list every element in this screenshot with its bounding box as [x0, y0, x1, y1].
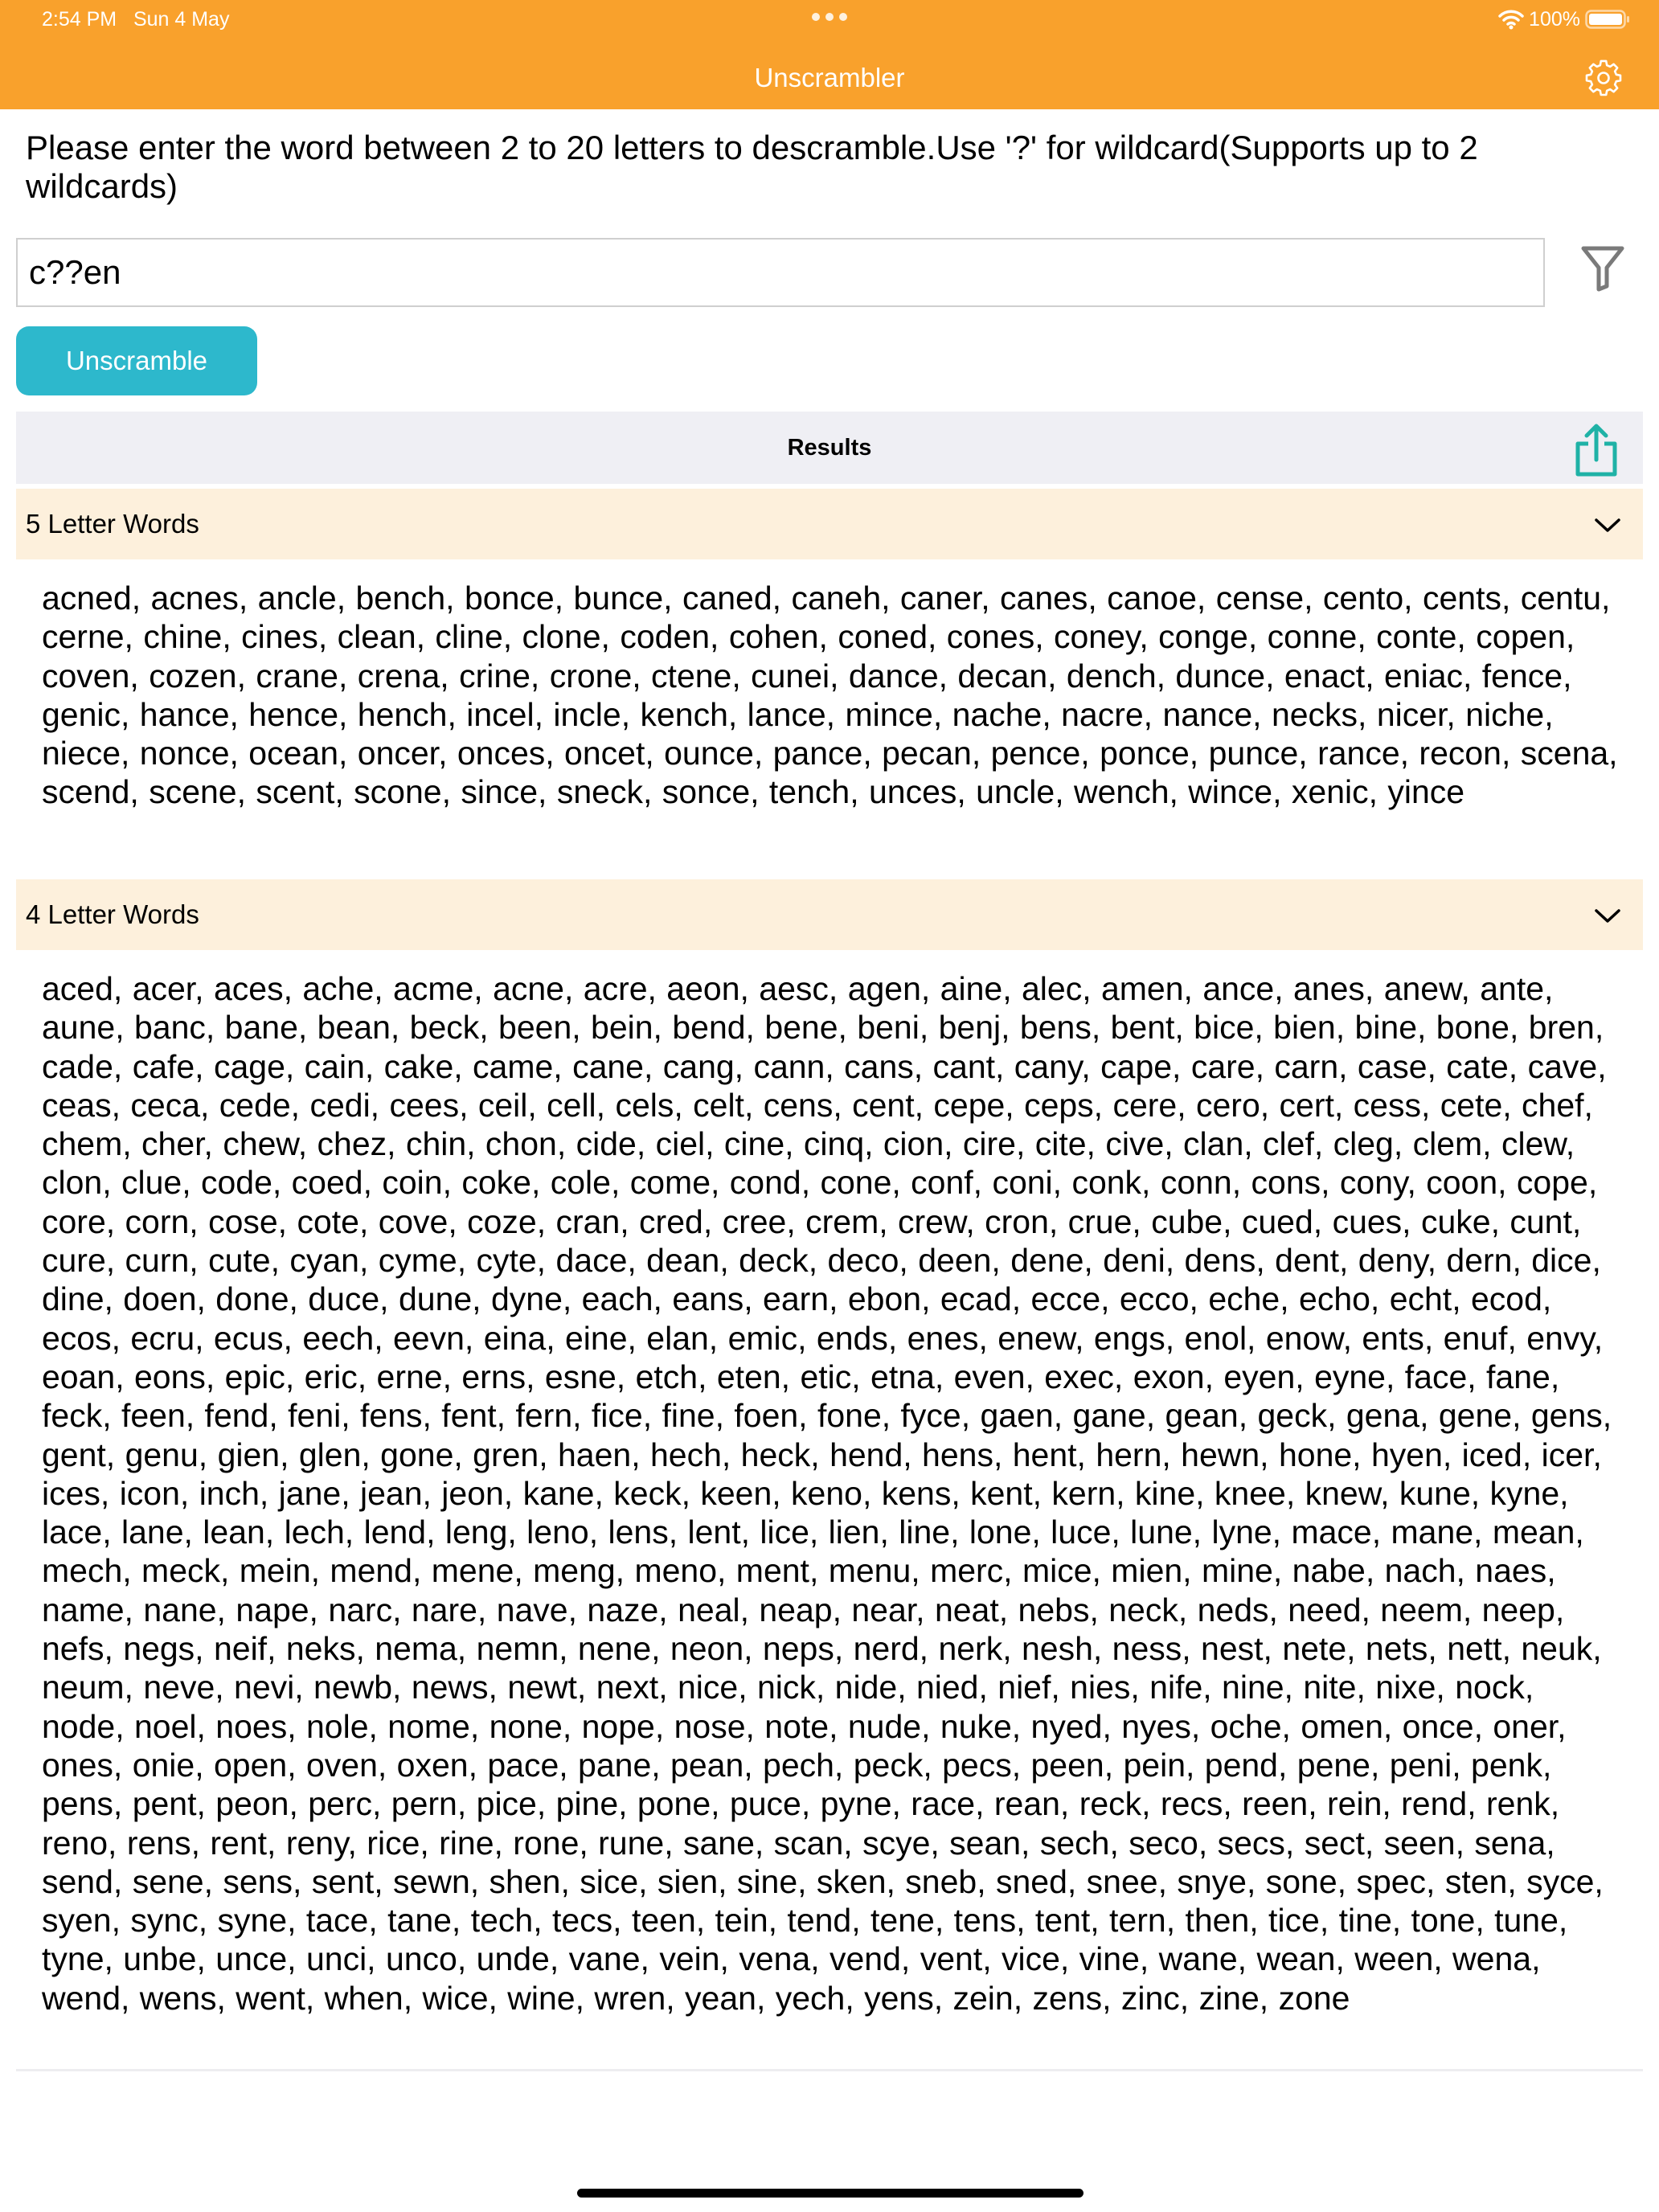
home-indicator[interactable]	[577, 2189, 1083, 2198]
chevron-down-icon[interactable]	[1593, 902, 1622, 929]
navigation-header	[0, 0, 1659, 109]
battery-icon	[1585, 9, 1630, 30]
unscramble-button[interactable]: Unscramble	[16, 326, 257, 395]
chevron-down-icon[interactable]	[1593, 511, 1622, 539]
word-input[interactable]	[16, 238, 1545, 307]
section-title: 5 Letter Words	[26, 509, 199, 539]
section-title: 4 Letter Words	[26, 899, 199, 929]
status-time-text: 2:54 PM	[42, 8, 117, 31]
results-header	[16, 412, 1643, 484]
gear-icon[interactable]	[1583, 58, 1624, 98]
word-list-5-letter: acned, acnes, ancle, bench, bonce, bunce, caned, caneh, caner, canes, canoe, cense, cento, cents, centu, cerne, chine, cines, clean, cline, clone, coden, cohen, coned, cones, coney, conge, conne, conte, copen, coven, cozen, crane, crena, crine, crone, ctene, cunei, dance, decan, dench, dunce, enact, eniac, fence, genic, hance, hence, hench, incel, incle, kench, lance, mince, nache, nacre, nance, necks, nicer, niche, niece, nonce, ocean, oncer, onces, oncet, ounce, pance, pecan, pence, ponce, punce, rance, recon, scena, scend, scene, scent, scone, since, sneck, sonce, tench, unces, uncle, wench, wince, xenic, yince	[42, 580, 1618, 811]
nav-title: Unscrambler	[754, 63, 905, 92]
instructions-text: Please enter the word between 2 to 20 letters to descramble.Use '?' for wildcard(Supports up to 2 wildcards)	[26, 129, 1478, 205]
status-date-text: Sun 4 May	[133, 8, 230, 31]
results-bottom-divider	[16, 2069, 1643, 2071]
status-bar-time	[42, 8, 229, 31]
multitasking-dots-icon[interactable]	[810, 11, 849, 23]
word-list-4-letter: aced, acer, aces, ache, acme, acne, acre, aeon, aesc, agen, aine, alec, amen, ance, anes, anew, ante, aune, banc, bane, bean, beck, been, bein, bend, bene, beni, benj, bens, bent, bice, bien, bine, bone, bren, cade, cafe, cage, cain, cake, came, cane, cang, cann, cans, cant, cany, cape, care, carn, case, cate, cave, ceas, ceca, cede, cedi, cees, ceil, cell, cels, celt, cens, cent, cepe, ceps, cere, cero, cert, cess, cete, chef, chem, cher, chew, chez, chin, chon, cide, ciel, cine, cinq, cion, cire, cite, cive, clan, clef, cleg, clem, clew, clon, clue, code, coed, coin, coke, cole, come, cond, cone, conf, coni, conk, conn, cons, cony, coon, cope, core, corn, cose, cote, cove, coze, cran, cred, cree, crem, crew, cron, crue, cube, cued, cues, cuke, cunt, cure, curn, cute, cyan, cyme, cyte, dace, dean, deck, deco, deen, dene, deni, dens, dent, deny, dern, dice, dine, doen, done, duce, dune, dyne, each, eans, earn, ebon, ecad, ecce, ecco, eche, echo, echt, ecod, ecos, ecru, ecus, eech, eevn, eina, eine, elan, emic, ends, enes, enew, engs, enol, enow, ents, enuf, envy, eoan, eons, epic, eric, erne, erns, esne, etch, eten, etic, etna, even, exec, exon, eyen, eyne, face, fane, feck, feen, fend, feni, fens, fent, fern, fice, fine, foen, fone, fyce, gaen, gane, gean, geck, gena, gene, gens, gent, genu, gien, glen, gone, gren, haen, hech, heck, hend, hens, hent, hern, hewn, hone, hyen, iced, icer, ices, icon, inch, jane, jean, jeon, kane, keck, keen, keno, kens, kent, kern, kine, knee, knew, kune, kyne, lace, lane, lean, lech, lend, leng, leno, lens, lent, lice, lien, line, lone, luce, lune, lyne, mace, mane, mean, mech, meck, mein, mend, mene, meng, meno, ment, menu, merc, mice, mien, mine, nabe, nach, naes, name, nane, nape, narc, nare, nave, naze, neal, neap, near, neat, nebs, neck, neds, need, neem, neep, nefs, negs, neif, neks, nema, nemn, nene, neon, neps, nerd, nerk, nesh, ness, nest, nete, nets, nett, neuk, neum, neve, nevi, newb, news, newt, next, nice, nick, nide, nied, nief, nies, nife, nine, nite, nixe, nock, node, noel, noes, nole, nome, none, nope, nose, note, nude, nuke, nyed, nyes, oche, omen, once, oner, ones, onie, open, oven, oxen, pace, pane, pean, pech, peck, pecs, peen, pein, pend, pene, peni, penk, pens, pent, peon, perc, pern, pice, pine, pone, puce, pyne, race, rean, reck, recs, reen, rein, rend, renk, reno, rens, rent, reny, rice, rine, rone, rune, sane, scan, scye, sean, sech, seco, secs, sect, seen, sena, send, sene, sens, sent, sewn, shen, sice, sien, sine, sken, sneb, sned, snee, snye, sone, spec, sten, syce, syen, sync, syne, tace, tane, tech, tecs, teen, tein, tend, tene, tens, tent, tern, then, tice, tine, tone, tune, tyne, unbe, unce, unci, unco, unde, vane, vein, vena, vend, vent, vice, vine, wane, wean, ween, wena, wend, wens, went, when, wice, wine, wren, yean, yech, yens, zein, zens, zinc, zine, zone	[42, 970, 1612, 2017]
share-icon[interactable]	[1572, 423, 1620, 479]
section-header-4-letter[interactable]	[16, 879, 1643, 950]
filter-icon[interactable]	[1580, 244, 1625, 293]
battery-percent: 100%	[1529, 7, 1580, 31]
status-bar-right	[1498, 5, 1630, 34]
wifi-icon	[1498, 9, 1524, 30]
results-title: Results	[787, 435, 872, 461]
section-header-5-letter[interactable]	[16, 489, 1643, 559]
